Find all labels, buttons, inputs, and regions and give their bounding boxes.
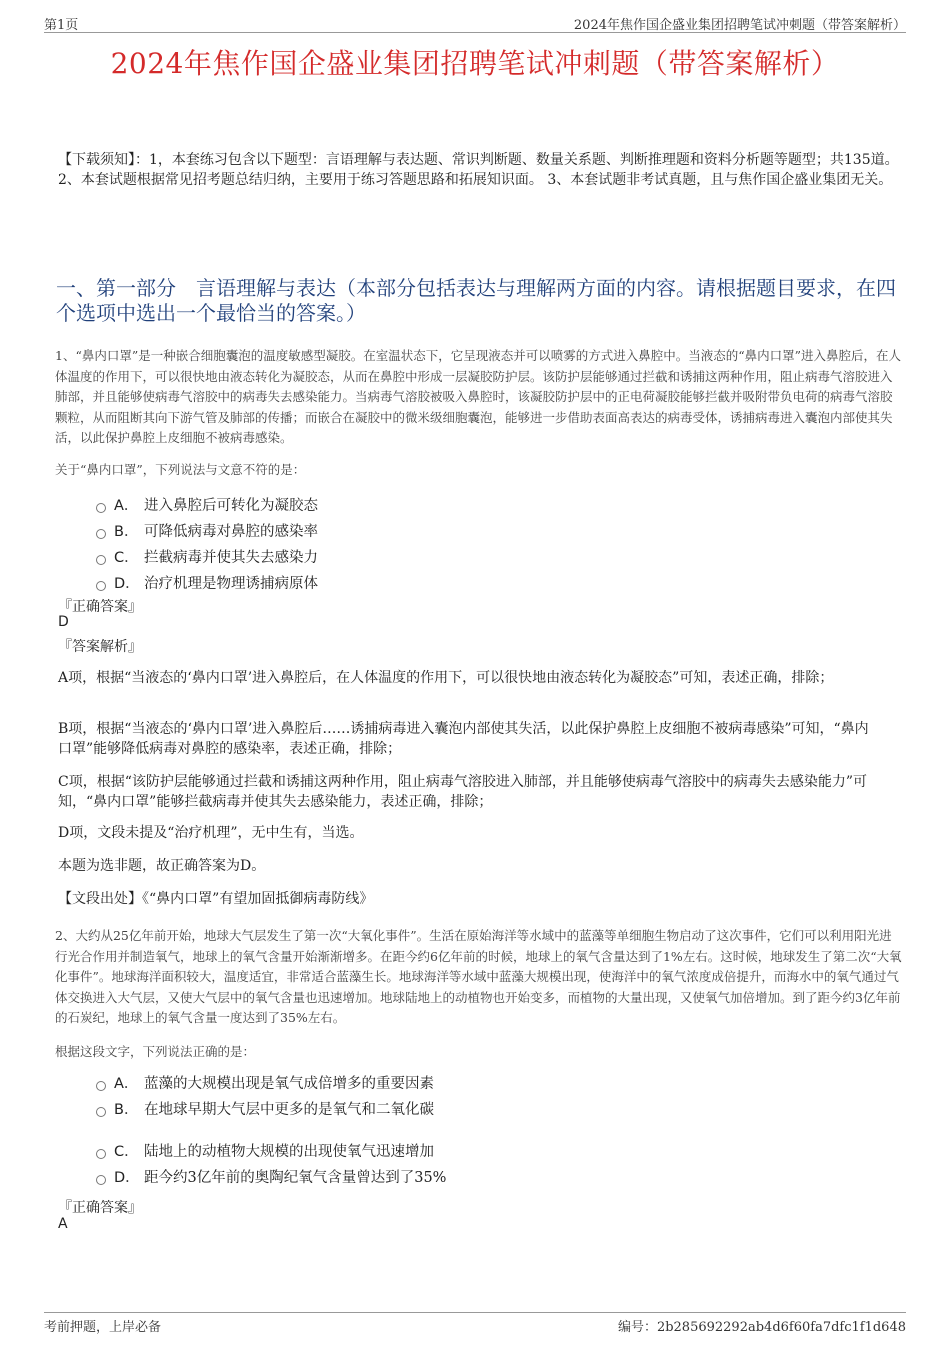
section-heading: 一、第一部分 言语理解与表达（本部分包括表达与理解两方面的内容。请根据题目要求，在四个选项中选出一个最恰当的答案。） [56,276,896,325]
question-1-option-b[interactable]: B． 可降低病毒对鼻腔的感染率 [96,522,318,542]
question-1-analysis-label: 『答案解析』 [58,639,142,655]
question-1-option-c[interactable]: C． 拦截病毒并使其失去感染力 [96,548,318,568]
question-2-answer-label: 『正确答案』 [58,1200,142,1216]
question-1-option-a[interactable]: A． 进入鼻腔后可转化为凝胶态 [96,496,318,516]
page-footer [44,1312,906,1333]
analysis-item-a: A项，根据“当液态的‘鼻内口罩’进入鼻腔后，在人体温度的作用下，可以很快地由液态转化为凝胶态”可知，表述正确，排除； [58,670,834,686]
question-2-passage: 2、大约从25亿年前开始，地球大气层发生了第一次“大氧化事件”。生活在原始海洋等水域中的蓝藻等单细胞生物启动了这次事件，它们可以利用阳光进行光合作用并制造氧气，地球上的氧气含量开始渐渐增多。在距今约6亿年前的时候，地球上的氧气含量达到了1%左右。这时候，地球发生了第二次“大氧化事件”。地球海洋面积较大，温度适宜，非常适合蓝藻生长。地球海洋等水域中蓝藻大规模出现，使海洋中的氧气浓度成倍提升，而海水中的氧气通过气体交换进入大气层，又使大气层中的氧气含量也迅速增加。地球陆地上的动植物也开始变多，而植物的大量出现，又使氧气加倍增加。到了距今约3亿年前的石炭纪，地球上的氧气含量一度达到了35%左右。 [55,928,902,1025]
radio-icon[interactable] [96,529,106,539]
question-2-answer: A [58,1216,68,1232]
question-1-answer: D [58,614,69,630]
page-header [44,12,906,33]
radio-icon[interactable] [96,1081,106,1091]
radio-icon[interactable] [96,555,106,565]
question-1-passage: 1、“鼻内口罩”是一种嵌合细胞囊泡的温度敏感型凝胶。在室温状态下，它呈现液态并可以喷雾的方式进入鼻腔中。当液态的“鼻内口罩”进入鼻腔后，在人体温度的作用下，可以很快地由液态转化为凝胶态，从而在鼻腔中形成一层凝胶防护层。该防护层能够通过拦截和诱捕这两种作用，阻止病毒气溶胶进入肺部，并且能够使病毒气溶胶中的病毒失去感染能力。当病毒气溶胶被吸入鼻腔时，该凝胶防护层中的正电荷凝胶能够拦截并吸附带负电荷的病毒气溶胶颗粒，从而阻断其向下游气管及肺部的传播；而嵌合在凝胶中的微米级细胞囊泡，能够进一步借助表面高表达的病毒受体，诱捕病毒进入囊泡内部使其失活，以此保护鼻腔上皮细胞不被病毒感染。 [55,348,902,445]
question-2-option-c[interactable]: C． 陆地上的动植物大规模的出现使氧气迅速增加 [96,1142,434,1162]
radio-icon[interactable] [96,581,106,591]
question-1-prompt: 关于“鼻内口罩”，下列说法与文意不符的是： [55,462,306,477]
question-1-source: 【文段出处】《“鼻内口罩”有望加固抵御病毒防线》 [58,891,374,907]
download-notice: 【下载须知】：1，本套练习包含以下题型：言语理解与表达题、常识判断题、数量关系题、判断推理题和资料分析题等题型；共135道。 2、本套试题根据常见招考题总结归纳，主要用于练习答题思路和拓展知识面。 3、本套试题非考试真题，且与焦作国企盛业集团无关。 [58,152,899,188]
analysis-item-d: D项，文段未提及“治疗机理”，无中生有，当选。 [58,825,364,841]
question-2-option-b[interactable]: B． 在地球早期大气层中更多的是氧气和二氧化碳 [96,1100,434,1120]
footer-doc-id: 编号：2b285692292ab4d6f60fa7dfc1f1d648 [617,1320,906,1335]
question-2-prompt: 根据这段文字，下列说法正确的是： [55,1044,256,1059]
radio-icon[interactable] [96,1175,106,1185]
radio-icon[interactable] [96,503,106,513]
question-2-option-a[interactable]: A． 蓝藻的大规模出现是氧气成倍增多的重要因素 [96,1074,434,1094]
question-2-option-d[interactable]: D． 距今约3亿年前的奥陶纪氧气含量曾达到了35% [96,1168,446,1188]
question-1-answer-label: 『正确答案』 [58,599,142,615]
analysis-item-c: C项，根据“该防护层能够通过拦截和诱捕这两种作用，阻止病毒气溶胶进入肺部，并且能够使病毒气溶胶中的病毒失去感染能力”可知，“鼻内口罩”能够拦截病毒并使其失去感染能力，表述正确，排除； [58,774,868,810]
page-number: 第1页 [44,18,79,33]
radio-icon[interactable] [96,1107,106,1117]
footer-slogan: 考前押题，上岸必备 [44,1320,162,1335]
radio-icon[interactable] [96,1149,106,1159]
page-title: 2024年焦作国企盛业集团招聘笔试冲刺题（带答案解析） [110,47,840,80]
question-1-option-d[interactable]: D． 治疗机理是物理诱捕病原体 [96,574,318,594]
header-doc-title: 2024年焦作国企盛业集团招聘笔试冲刺题（带答案解析） [573,18,906,33]
analysis-item-b: B项，根据“当液态的‘鼻内口罩’进入鼻腔后……诱捕病毒进入囊泡内部使其失活，以此保护鼻腔上皮细胞不被病毒感染”可知，“鼻内口罩”能够降低病毒对鼻腔的感染率，表述正确，排除； [58,721,869,757]
analysis-conclusion: 本题为选非题，故正确答案为D。 [58,858,266,874]
